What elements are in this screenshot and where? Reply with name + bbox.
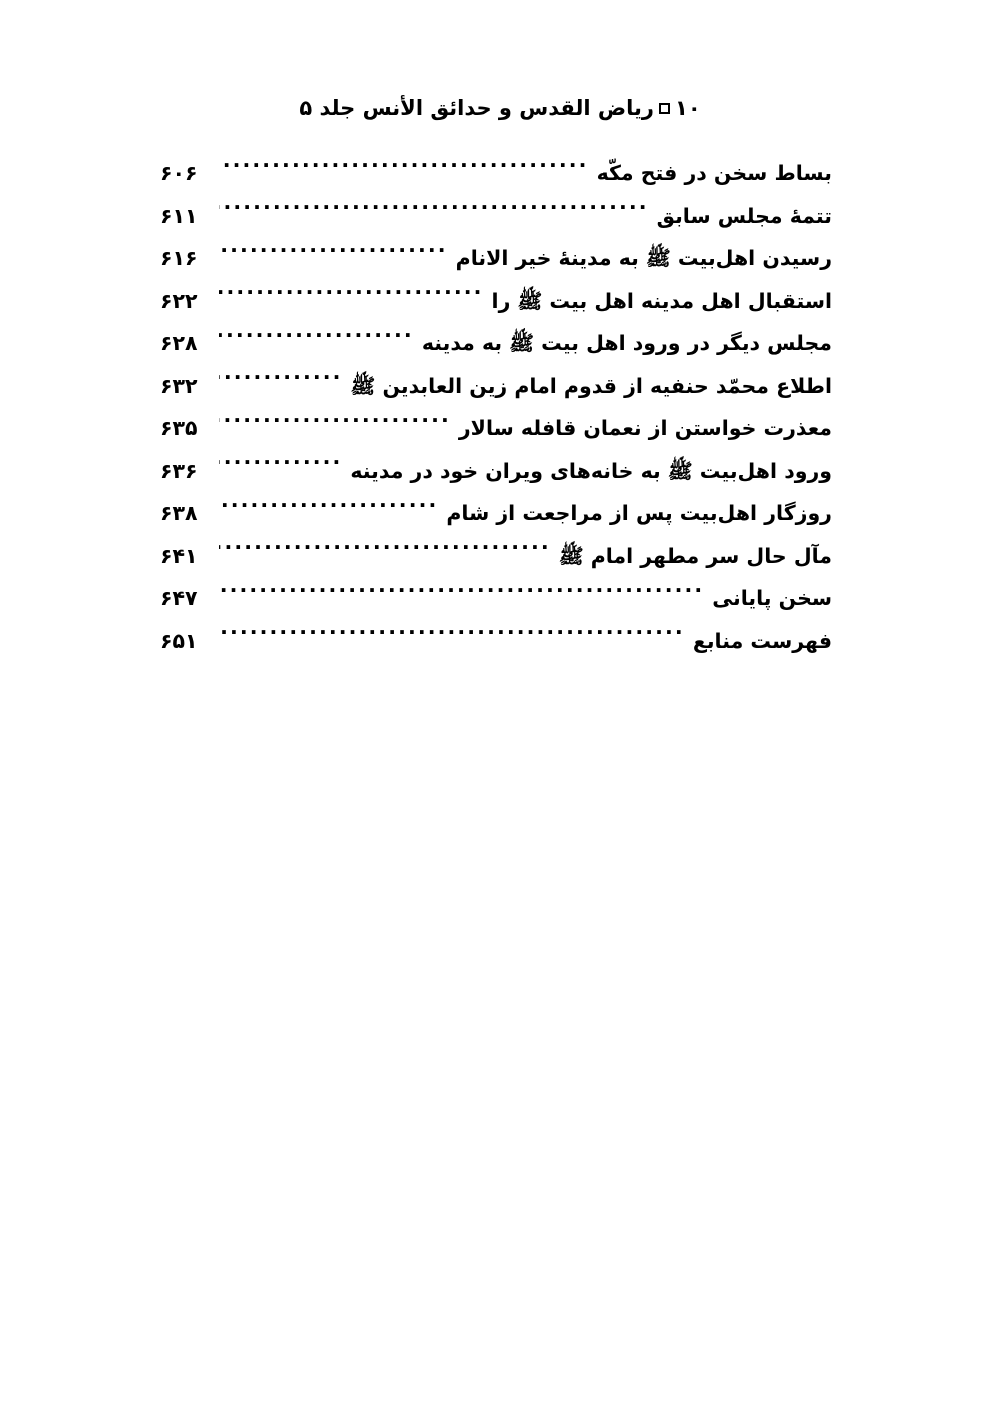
dot-leader (219, 415, 451, 436)
dot-leader (219, 372, 343, 393)
dot-leader (219, 585, 704, 606)
toc-entry-title: بساط سخن در فتح مکّه (596, 161, 832, 185)
toc-entry-title: اطلاع محمّد حنفیه از قدوم امام زین العابدین ﷺ (350, 373, 832, 398)
toc-entry-page: ۶۴۱ (160, 543, 198, 568)
dot-leader (219, 330, 414, 351)
toc-entry[interactable] (160, 492, 832, 535)
toc-entry-page: ۶۳۸ (160, 501, 198, 525)
toc-entry[interactable] (160, 237, 832, 280)
toc-entry-page: ۶۴۷ (160, 586, 198, 610)
toc-entry[interactable] (160, 535, 832, 578)
toc-entry-title: مجلس دیگر در ورود اهل بیت ﷺ به مدینه (421, 331, 832, 355)
dot-leader (219, 457, 342, 478)
header-page-number: ۱۰ (675, 96, 701, 120)
toc-entry-page: ۶۱۱ (160, 203, 198, 228)
toc-entry[interactable] (160, 152, 832, 195)
toc-entry-title: معذرت خواستن از نعمان قافله سالار (458, 416, 832, 440)
toc-entry-page: ۶۲۲ (160, 288, 198, 313)
toc-entry[interactable] (160, 577, 832, 620)
toc-entry-page: ۶۳۲ (160, 373, 198, 398)
toc-entry[interactable] (160, 450, 832, 493)
dot-leader (219, 627, 685, 648)
toc-entry-title: رسیدن اهل‌بیت ﷺ به مدینهٔ خیر الانام (455, 246, 832, 270)
toc-entry-page: ۶۱۶ (160, 246, 198, 270)
toc-entry-page: ۶۵۱ (160, 628, 198, 653)
dot-leader (219, 202, 649, 223)
toc-entry[interactable] (160, 365, 832, 408)
toc-entry-page: ۶۳۵ (160, 416, 198, 440)
dot-leader (219, 160, 589, 181)
toc-entry-title: تتمهٔ مجلس سابق (656, 203, 832, 228)
header-book-title: ریاض القدس و حدائق الأنس جلد ۵ (299, 96, 655, 120)
toc-entry[interactable] (160, 620, 832, 663)
square-bullet-icon (659, 103, 670, 114)
table-of-contents (160, 152, 832, 662)
toc-entry[interactable] (160, 322, 832, 365)
toc-entry-title: مآل حال سر مطهر امام ﷺ (558, 543, 832, 568)
toc-entry-title: استقبال اهل مدینه اهل بیت ﷺ را (491, 288, 832, 313)
toc-entry[interactable] (160, 280, 832, 323)
toc-entry-title: روزگار اهل‌بیت پس از مراجعت از شام (446, 501, 832, 525)
toc-entry-page: ۶۲۸ (160, 331, 198, 355)
toc-entry-title: سخن پایانی (712, 586, 832, 610)
dot-leader (219, 500, 438, 521)
dot-leader (219, 542, 551, 563)
running-header (170, 96, 830, 121)
toc-entry-title: فهرست منابع (692, 628, 832, 653)
toc-entry-title: ورود اهل‌بیت ﷺ به خانه‌های ویران خود در مدینه (350, 458, 832, 483)
toc-entry[interactable] (160, 407, 832, 450)
dot-leader (219, 287, 484, 308)
toc-entry-page: ۶۰۶ (160, 161, 198, 185)
dot-leader (219, 245, 448, 266)
toc-entry-page: ۶۳۶ (160, 458, 198, 483)
toc-entry[interactable] (160, 195, 832, 238)
